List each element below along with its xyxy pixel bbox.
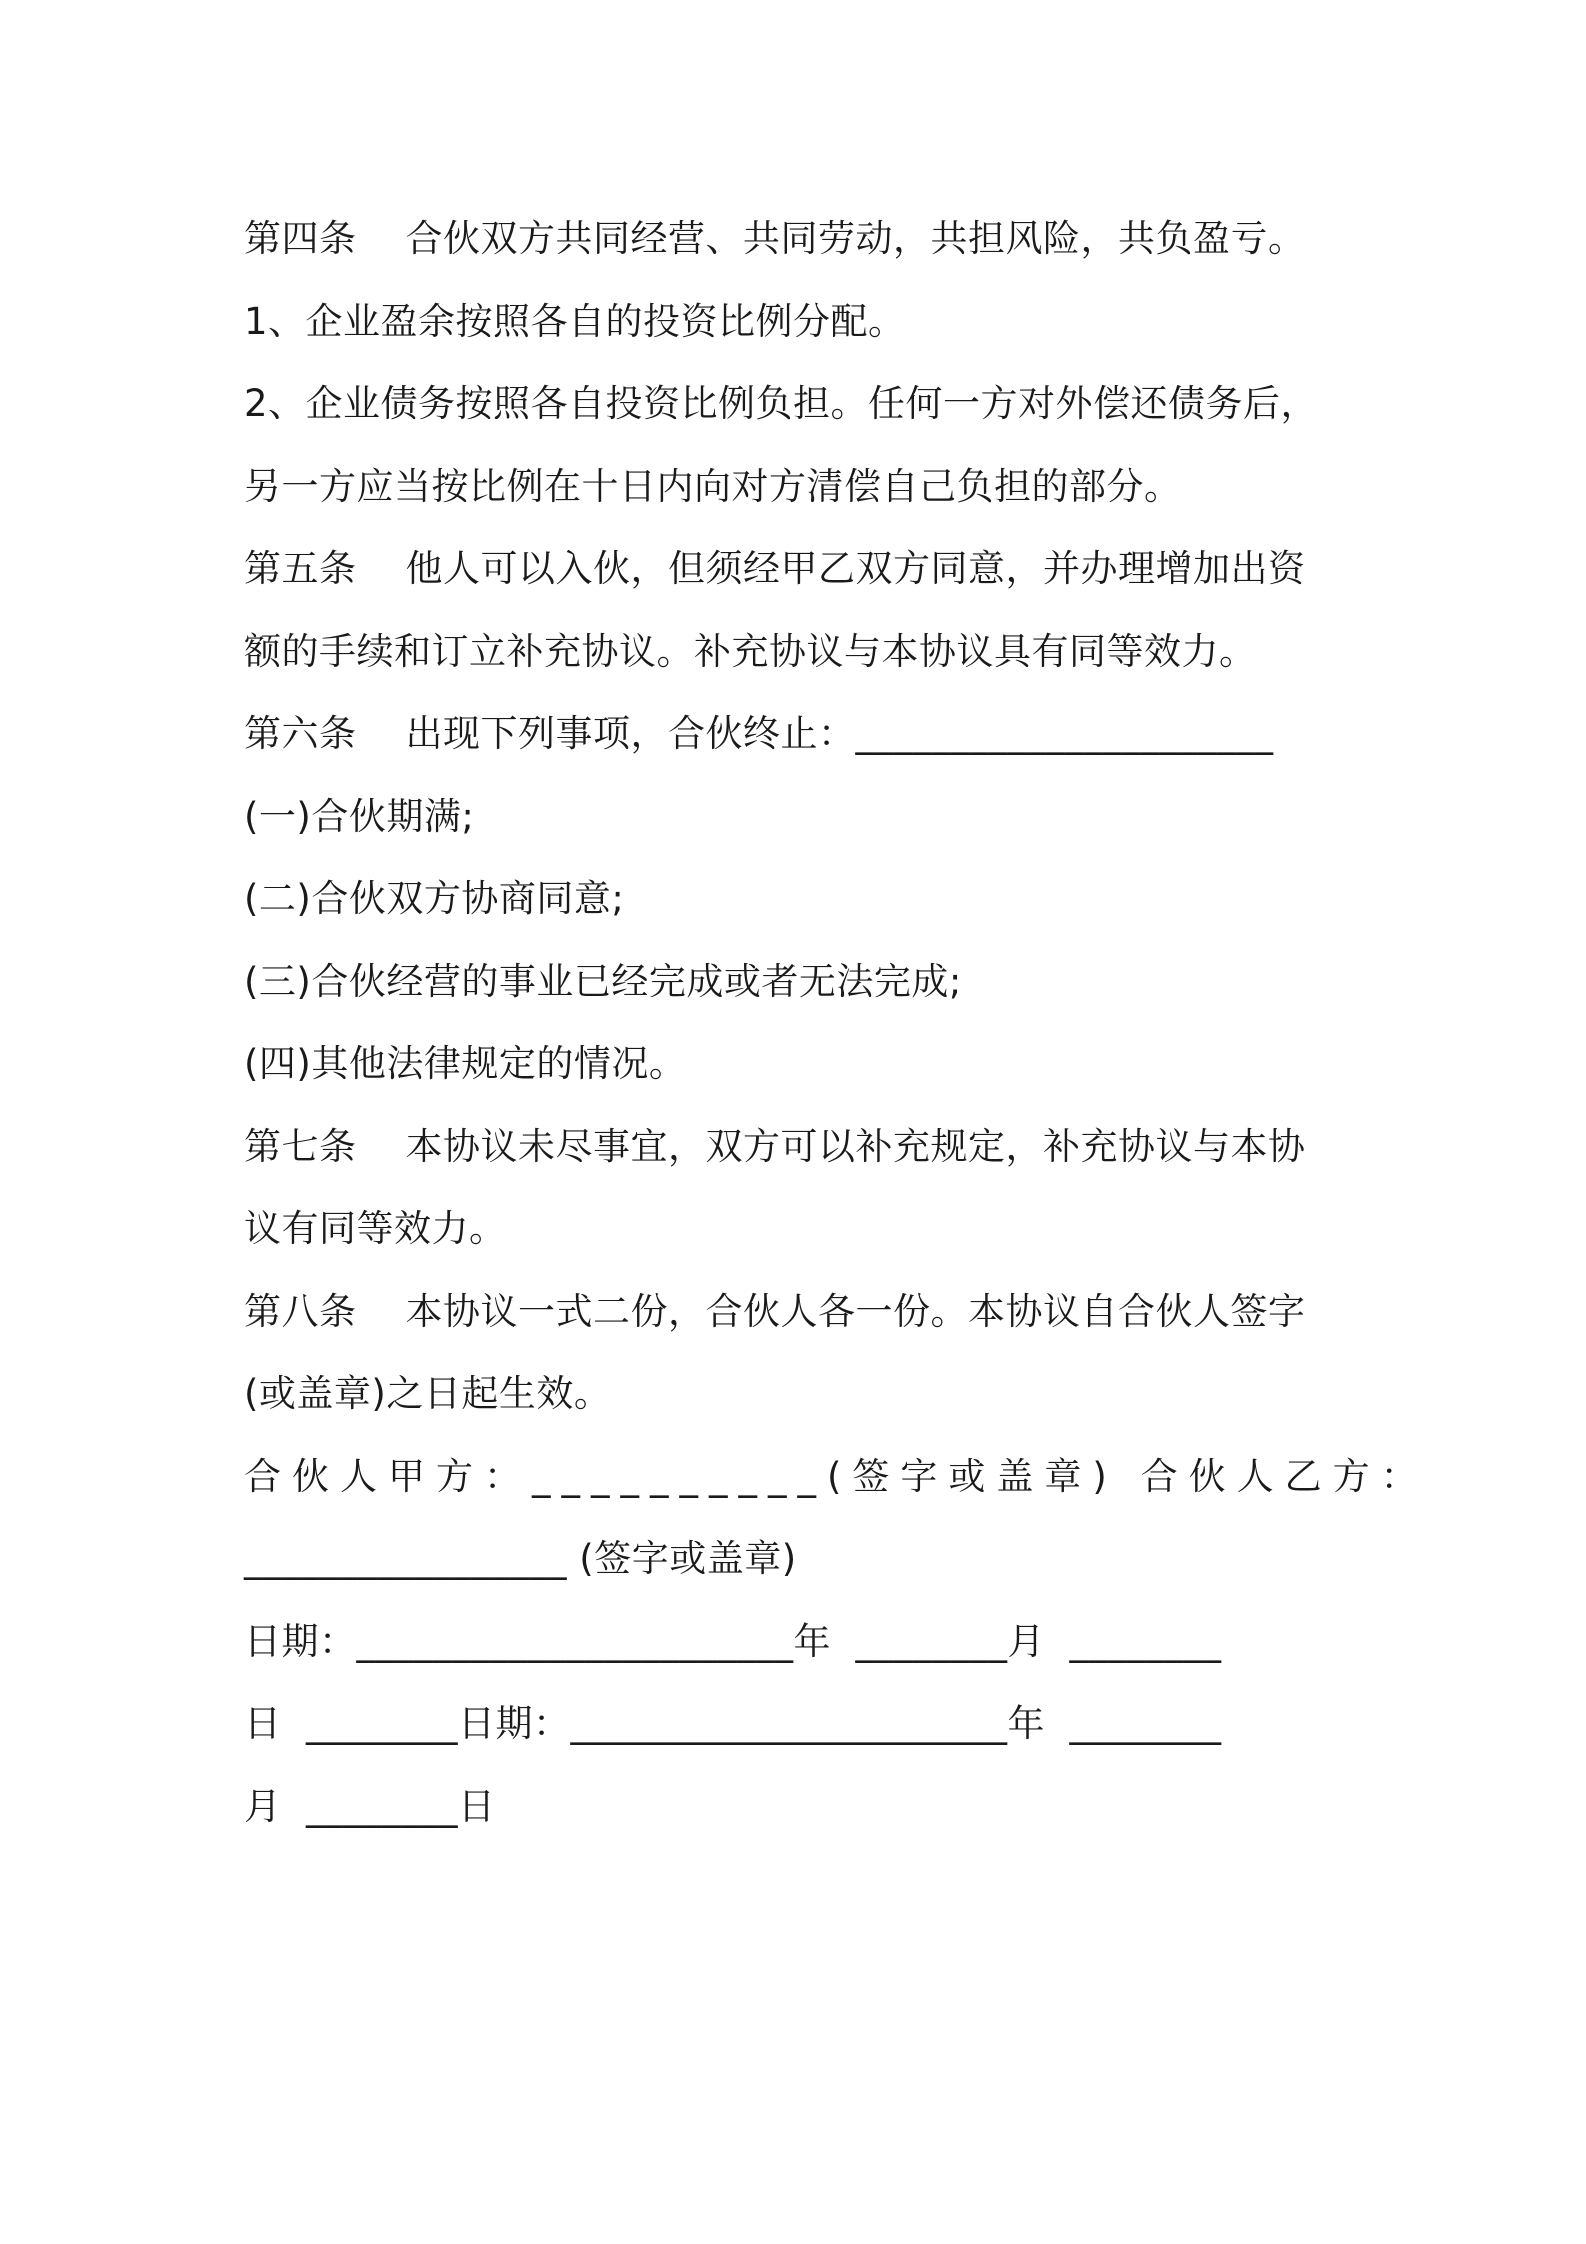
date-line-3: 月 ________日 (244, 1784, 496, 1828)
article-5-line: 第五条 他人可以入伙，但须经甲乙双方同意，并办理增加出资 (244, 547, 1306, 590)
article-6-line: 第六条 出现下列事项，合伙终止：______________________ (244, 712, 1274, 755)
date-line-1: 日期：_______________________年 ________月 ________ (244, 1619, 1222, 1663)
date-line-2: 日 ________日期：_______________________年 ________ (244, 1702, 1222, 1745)
article-7-continued: 议有同等效力。 (244, 1207, 507, 1250)
article-6-item-2: (二)合伙双方协商同意; (244, 877, 625, 920)
article-4-item-1: 1、企业盈余按照各自的投资比例分配。 (244, 299, 906, 343)
article-4-item-2-continued: 另一方应当按比例在十日内向对方清偿自己负担的部分。 (244, 464, 1182, 508)
article-8-continued: (或盖章)之日起生效。 (244, 1372, 612, 1415)
agreement-body (244, 198, 1429, 1848)
article-5-continued: 额的手续和订立补充协议。补充协议与本协议具有同等效力。 (244, 629, 1257, 673)
signature-line-party-a: 合伙人甲方：__________(签字或盖章) 合伙人乙方： (244, 1454, 1429, 1498)
article-6-item-3: (三)合伙经营的事业已经完成或者无法完成; (244, 959, 962, 1003)
article-7-line: 第七条 本协议未尽事宜，双方可以补充规定，补充协议与本协 (244, 1124, 1306, 1168)
article-4-item-2: 2、企业债务按照各自投资比例负担。任何一方对外偿还债务后， (244, 382, 1319, 425)
article-8-line: 第八条 本协议一式二份，合伙人各一份。本协议自合伙人签字 (244, 1289, 1306, 1333)
signature-line-party-b: _________________ (签字或盖章) (244, 1537, 797, 1580)
article-6-item-4: (四)其他法律规定的情况。 (244, 1042, 687, 1085)
article-6-item-1: (一)合伙期满; (244, 794, 475, 838)
article-4-line: 第四条 合伙双方共同经营、共同劳动，共担风险，共负盈亏。 (244, 217, 1306, 260)
